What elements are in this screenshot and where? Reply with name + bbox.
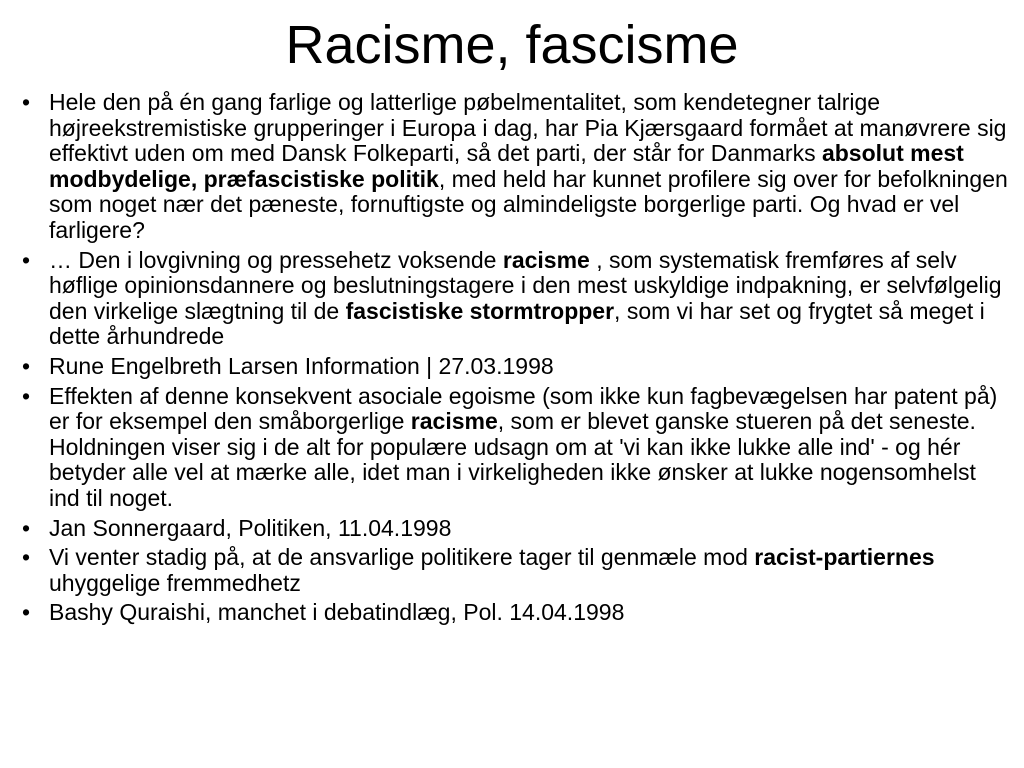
bullet-item <box>22 90 1012 244</box>
slide-title: Racisme, fascisme <box>285 15 739 75</box>
bullet-dot-icon: • <box>22 246 31 273</box>
bullet-emphasis: absolut mest modbydelige, præfascistiske politik <box>49 140 964 192</box>
bullet-text: uhyggelige fremmedhetz <box>49 569 301 596</box>
bullet-text: … Den i lovgivning og pressehetz voksende <box>49 246 503 273</box>
bullet-text: Hele den på én gang farlige og latterlige pøbelmentalitet, som kendetegner talrige højreekstremistiske grupperinger i Europa i dag, har Pia Kjærsgaard formået at manøvrere sig effektivt uden om med Dansk Folkeparti, så det parti, der står for Danmarks <box>49 89 1007 167</box>
bullet-citation: Rune Engelbreth Larsen Information | 27.03.1998 <box>49 352 554 379</box>
bullet-text: , med held har kunnet profilere sig over for befolkningen som noget nær det pæneste, fornuftigste og almindeligste borgerlige parti. Og hvad er vel farligere? <box>49 165 1008 243</box>
bullet-dot-icon: • <box>22 89 31 115</box>
bullet-text: Vi venter stadig på, at de ansvarlige politikere tager til genmæle mod <box>49 544 755 571</box>
bullet-item <box>22 384 1012 512</box>
bullet-emphasis: racisme <box>410 408 498 435</box>
bullet-dot-icon: • <box>22 514 31 541</box>
bullet-text: , som er blevet ganske stueren på det seneste. Holdningen viser sig i de alt for populære udsagn om at 'vi kan ikke lukke alle ind' - og hér betyder alle vel at mærke alle, idet man i virkeligheden ikke ønsker at lukke nogensomhelst ind til noget. <box>49 408 976 511</box>
bullet-emphasis: racisme <box>502 246 590 273</box>
bullet-citation: Jan Sonnergaard, Politiken, 11.04.1998 <box>49 514 452 541</box>
bullet-text: Effekten af denne konsekvent asociale egoisme (som ikke kun fagbevægelsen har patent på) er for eksempel den småborgerlige <box>49 382 998 435</box>
bullet-dot-icon: • <box>22 544 31 571</box>
bullet-emphasis: fascistiske stormtropper <box>345 297 615 324</box>
bullet-text: , som systematisk fremføres af selv høflige opinionsdannere og beslutningstagere i den mest uskyldige indpakning, er selvfølgelig den virkelige slægtning til de <box>49 246 1002 324</box>
bullet-item <box>22 248 1012 350</box>
bullet-item <box>22 600 1012 626</box>
bullet-citation: Bashy Quraishi, manchet i debatindlæg, Pol. 14.04.1998 <box>49 599 625 626</box>
bullet-text: , som vi har set og frygtet så meget i dette århundrede <box>49 297 985 350</box>
bullet-dot-icon: • <box>22 382 31 409</box>
bullet-dot-icon: • <box>22 599 31 626</box>
bullet-emphasis: racist-partiernes <box>754 544 935 571</box>
bullet-list <box>22 90 1012 630</box>
bullet-item <box>22 545 1012 596</box>
bullet-dot-icon: • <box>22 352 31 379</box>
bullet-item <box>22 516 1012 542</box>
bullet-item <box>22 354 1012 380</box>
